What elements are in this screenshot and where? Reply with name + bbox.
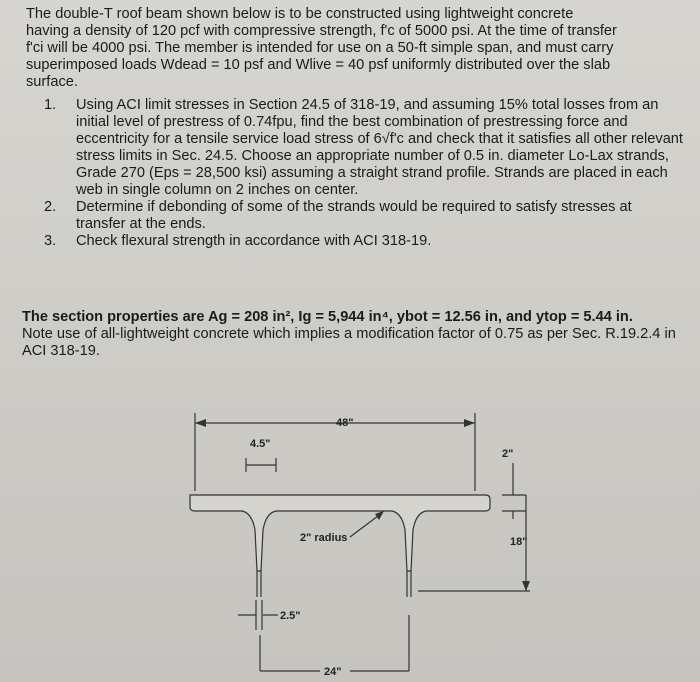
arrow-left-icon xyxy=(195,419,206,427)
intro-line: f'ci will be 4000 psi. The member is intended for use on a 50-ft simple span, and must carry xyxy=(26,40,614,56)
stem-spacing-label: 4.5" xyxy=(250,438,271,450)
flange-thickness-label: 2" xyxy=(502,448,514,460)
problem-intro xyxy=(26,6,676,91)
double-t-section-diagram xyxy=(150,395,540,682)
task-list xyxy=(44,97,684,250)
item-number: 1. xyxy=(44,97,57,113)
depth-label: 18" xyxy=(510,536,528,548)
item-number: 3. xyxy=(44,233,57,249)
item-number: 2. xyxy=(44,199,57,215)
width-label: 48" xyxy=(336,417,354,429)
item-text: Determine if debonding of some of the strands would be required to satisfy stresses at transfer at the ends. xyxy=(76,199,632,232)
arrow-right-icon xyxy=(464,419,475,427)
stem-spacing-bottom-label: 24" xyxy=(324,666,342,678)
radius-label: 2" radius xyxy=(300,532,348,544)
list-item xyxy=(44,97,684,199)
section-properties-note: Note use of all-lightweight concrete which implies a modification factor of 0.75 as per Sec. R.19.2.4 in ACI 318-19. xyxy=(22,326,676,359)
intro-line: The double-T roof beam shown below is to be constructed using lightweight concrete xyxy=(26,6,574,22)
web-width-label: 2.5" xyxy=(280,610,301,622)
list-item xyxy=(44,199,684,233)
list-item xyxy=(44,233,684,250)
intro-line: surface. xyxy=(26,74,78,90)
arrow-down-icon xyxy=(522,581,530,591)
section-properties-values: The section properties are Ag = 208 in², Ig = 5,944 in⁴, ybot = 12.56 in, and ytop = 5.44 in. xyxy=(22,309,633,325)
intro-line: superimposed loads Wdead = 10 psf and Wlive = 40 psf uniformly distributed over the slab xyxy=(26,57,611,73)
item-text: Using ACI limit stresses in Section 24.5 of 318-19, and assuming 15% total losses from an initial level of prestress of 0.74fpu, find the best combination of prestressing force and eccentricity for a tensile service load stress of 6√f'c and check that it satisfies all other relevant stress limits in Sec. 24.5. Choose an appropriate number of 0.5 in. diameter Lo-Lax strands, Grade 270 (Eps = 28,500 ksi) assuming a straight strand profile. Strands are placed in each web in single column on 2 inches on center. xyxy=(76,97,683,198)
item-text: Check flexural strength in accordance with ACI 318-19. xyxy=(76,233,432,249)
intro-line: having a density of 120 pcf with compressive strength, f'c of 5000 psi. At the time of transfer xyxy=(26,23,617,39)
section-properties xyxy=(22,309,690,360)
radius-arrow-icon xyxy=(375,511,384,520)
